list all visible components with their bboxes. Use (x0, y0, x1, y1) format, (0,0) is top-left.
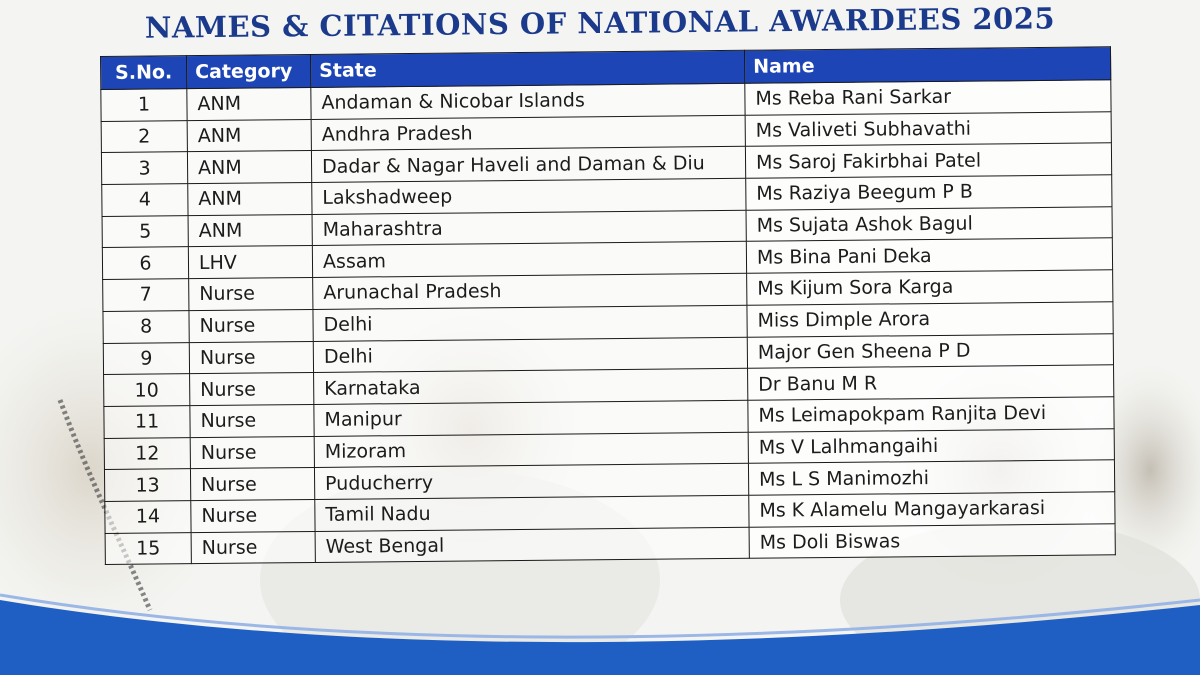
cell-sno: 13 (104, 469, 190, 502)
cell-state: West Bengal (315, 527, 749, 563)
cell-state: Mizoram (314, 432, 748, 468)
cell-state: Lakshadweep (312, 178, 746, 214)
cell-category: LHV (188, 246, 312, 279)
cell-sno: 4 (102, 184, 188, 217)
cell-state: Andhra Pradesh (311, 115, 745, 151)
cell-sno: 6 (102, 247, 188, 280)
cell-name: Ms Reba Rani Sarkar (745, 80, 1111, 115)
cell-name: Miss Dimple Arora (747, 302, 1113, 337)
cell-state: Arunachal Pradesh (313, 273, 747, 309)
cell-state: Delhi (313, 305, 747, 341)
column-header-sno: S.No. (101, 56, 187, 90)
awardees-table (100, 46, 1116, 565)
cell-sno: 3 (101, 152, 187, 185)
cell-category: Nurse (190, 468, 314, 501)
column-header-state: State (310, 50, 744, 87)
cell-sno: 5 (102, 215, 188, 248)
column-header-category: Category (187, 54, 311, 88)
cell-name: Ms K Alamelu Mangayarkarasi (749, 492, 1115, 527)
cell-name: Major Gen Sheena P D (747, 333, 1113, 368)
awardees-table-container (100, 46, 1115, 565)
cell-category: Nurse (190, 404, 314, 437)
cell-category: Nurse (189, 309, 313, 342)
page-title: NAMES & CITATIONS OF NATIONAL AWARDEES 2025 (144, 1, 1056, 45)
cell-category: ANM (187, 119, 311, 152)
cell-category: ANM (187, 87, 311, 120)
cell-sno: 2 (101, 120, 187, 153)
cell-state: Karnataka (314, 368, 748, 404)
cell-sno: 12 (104, 437, 190, 470)
cell-category: ANM (188, 214, 312, 247)
cell-category: Nurse (190, 373, 314, 406)
cell-sno: 11 (104, 406, 190, 439)
cell-sno: 1 (101, 89, 187, 122)
cell-name: Ms Leimapokpam Ranjita Devi (748, 397, 1114, 432)
cell-name: Ms Valiveti Subhavathi (745, 111, 1111, 146)
cell-category: Nurse (191, 499, 315, 532)
cell-sno: 7 (103, 279, 189, 312)
cell-state: Dadar & Nagar Haveli and Daman & Diu (311, 147, 745, 183)
cell-category: Nurse (189, 341, 313, 374)
cell-name: Ms Kijum Sora Karga (747, 270, 1113, 305)
cell-category: Nurse (191, 531, 315, 564)
column-header-name: Name (744, 47, 1110, 84)
cell-name: Ms Raziya Beegum P B (746, 175, 1112, 210)
cell-sno: 14 (105, 501, 191, 534)
cell-category: Nurse (190, 436, 314, 469)
cell-category: Nurse (189, 278, 313, 311)
cell-state: Manipur (314, 400, 748, 436)
cell-sno: 15 (105, 532, 191, 565)
cell-name: Ms L S Manimozhi (748, 460, 1114, 495)
cell-category: ANM (187, 151, 311, 184)
cell-name: Ms Doli Biswas (749, 523, 1115, 558)
cell-state: Delhi (313, 337, 747, 373)
cell-state: Puducherry (314, 464, 748, 500)
cell-name: Ms V Lalhmangaihi (748, 428, 1114, 463)
cell-sno: 8 (103, 310, 189, 343)
cell-state: Maharashtra (312, 210, 746, 246)
cell-category: ANM (188, 183, 312, 216)
cell-name: Ms Sujata Ashok Bagul (746, 207, 1112, 242)
cell-name: Ms Saroj Fakirbhai Patel (745, 143, 1111, 178)
cell-state: Andaman & Nicobar Islands (311, 83, 745, 119)
cell-name: Dr Banu M R (748, 365, 1114, 400)
cell-sno: 10 (104, 374, 190, 407)
cell-state: Tamil Nadu (315, 495, 749, 531)
cell-sno: 9 (103, 342, 189, 375)
cell-state: Assam (312, 242, 746, 278)
cell-name: Ms Bina Pani Deka (746, 238, 1112, 273)
